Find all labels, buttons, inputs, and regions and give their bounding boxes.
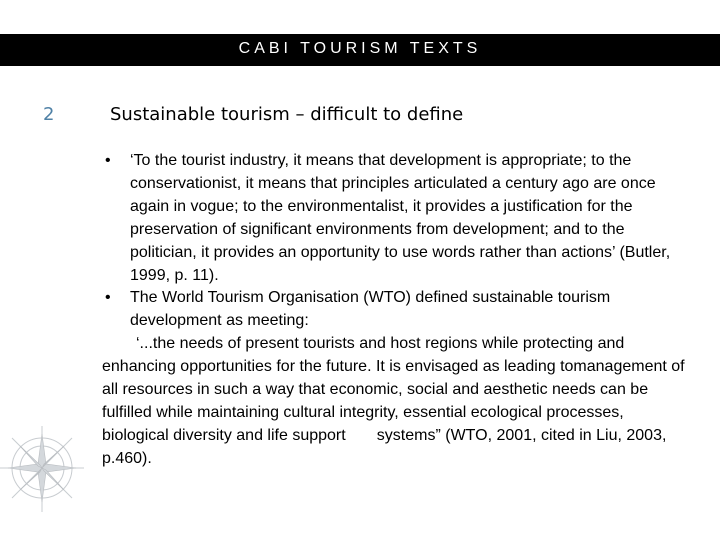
slide-title: Sustainable tourism – difficult to define: [110, 104, 464, 125]
bullet-text-2: The World Tourism Organisation (WTO) defined sustainable tourism development as meeting:: [130, 289, 611, 330]
wto-quote: ‘...the needs of present tourists and host regions while protecting and enhancing opportunities for the future. It is envisaged as leading tomanagement of all resources in such a way that economic, social and aesthetic needs can be fulfilled while maintaining cultural integrity, essential ecological processes, biological diversity and life support systems” (WTO, 2001, cited in Liu, 2003, p.460).: [102, 335, 685, 467]
bullet-text-1: ‘To the tourist industry, it means that development is appropriate; to the conservationist, it means that principles articulated a century ago are once again in vogue; to the environmentalist, it provides a justification for the preservation of significant environments from development; and to the politician, it provides an opportunity to use words rather than actions’ (Butler, 1999, p. 11).: [130, 152, 671, 284]
slide-number: 2: [43, 104, 55, 125]
bullet-item-1: [102, 150, 692, 287]
bullet-mark: •: [105, 289, 111, 307]
header-title: CABI TOURISM TEXTS: [238, 40, 482, 57]
bullet-mark: •: [105, 152, 111, 169]
slide-body: [102, 150, 692, 471]
compass-rose-icon: [0, 420, 100, 520]
bullet-item-2: [102, 287, 692, 333]
